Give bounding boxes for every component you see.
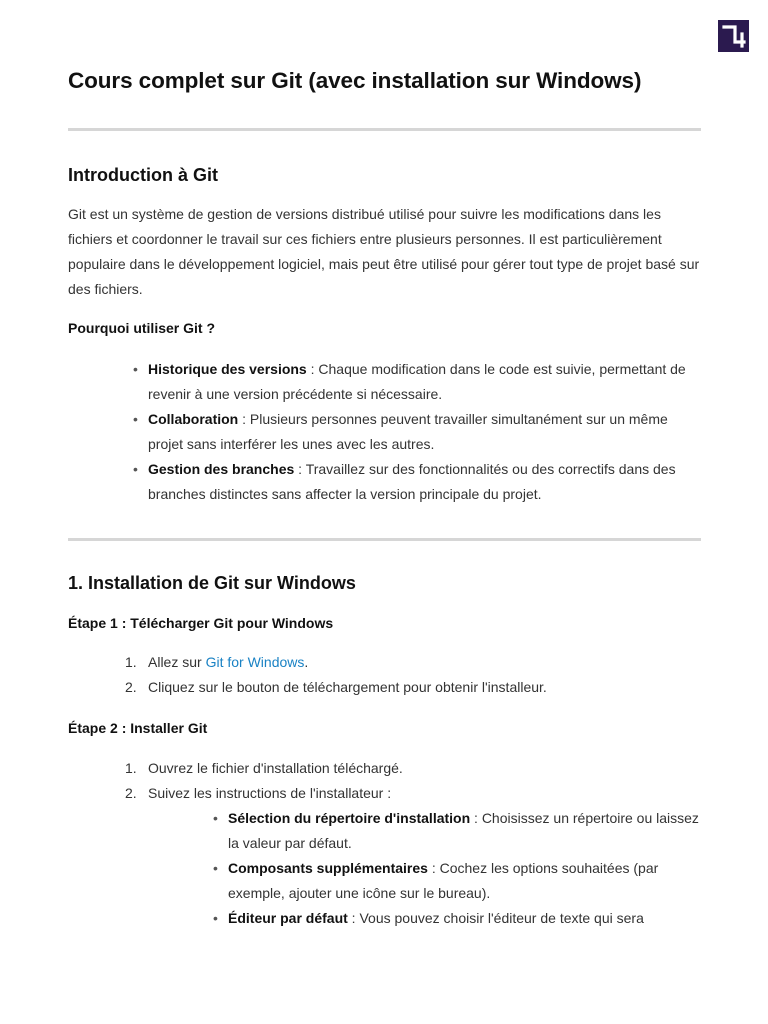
git-for-windows-link[interactable]: Git for Windows bbox=[205, 654, 305, 670]
list-item-term: Historique des versions bbox=[148, 361, 307, 377]
list-item-number: 2. bbox=[125, 679, 137, 695]
step1-heading: Étape 1 : Télécharger Git pour Windows bbox=[68, 615, 334, 631]
list-item-term: Collaboration bbox=[148, 411, 239, 427]
list-item-number: 1. bbox=[125, 654, 137, 670]
list-item bbox=[125, 650, 703, 675]
list-item-text: Cliquez sur le bouton de téléchargement pour obtenir l'installeur. bbox=[148, 679, 547, 695]
list-item-text: : Plusieurs personnes peuvent travailler simultanément sur un même projet sans interférer les unes avec les autres. bbox=[148, 411, 668, 452]
list-item bbox=[148, 357, 703, 407]
section-heading-installation: 1. Installation de Git sur Windows bbox=[68, 573, 356, 593]
list-item bbox=[148, 407, 703, 457]
page-title: Cours complet sur Git (avec installation sur Windows) bbox=[68, 68, 642, 93]
reasons-list bbox=[148, 357, 703, 507]
intro-paragraph: Git est un système de gestion de versions distribué utilisé pour suivre les modifications dans les fichiers et coordonner le travail sur ces fichiers entre plusieurs personnes. Il est particulièrement populaire dans le développement logiciel, mais peut être utilisé pour gérer tout type de projet basé sur des fichiers. bbox=[68, 206, 700, 297]
list-item bbox=[125, 756, 703, 781]
list-item-number: 2. bbox=[125, 785, 137, 801]
list-item-text: : Choisissez un répertoire ou laissez la valeur par défaut. bbox=[228, 810, 699, 851]
step2-list bbox=[125, 756, 703, 806]
list-item bbox=[228, 856, 703, 906]
step1-list bbox=[125, 650, 703, 700]
brand-logo-icon bbox=[718, 20, 749, 52]
list-item bbox=[125, 675, 703, 700]
list-item-text: : Chaque modification dans le code est suivie, permettant de revenir à une version précédente si nécessaire. bbox=[148, 361, 686, 402]
list-item-text: Ouvrez le fichier d'installation téléchargé. bbox=[148, 760, 403, 776]
section-heading-introduction: Introduction à Git bbox=[68, 165, 218, 185]
list-item bbox=[125, 781, 703, 806]
list-item bbox=[228, 806, 703, 856]
list-item-text: : Cochez les options souhaitées (par exemple, ajouter une icône sur le bureau). bbox=[228, 860, 659, 901]
list-item-text: : Travaillez sur des fonctionnalités ou des correctifs dans des branches distinctes sans affecter la version principale du projet. bbox=[148, 461, 676, 502]
list-item-term: Éditeur par défaut bbox=[228, 910, 348, 926]
step2-heading: Étape 2 : Installer Git bbox=[68, 720, 208, 736]
list-item-number: 1. bbox=[125, 760, 137, 776]
list-item-term: Sélection du répertoire d'installation bbox=[228, 810, 471, 826]
list-item-term: Composants supplémentaires bbox=[228, 860, 428, 876]
subheading-why-git: Pourquoi utiliser Git ? bbox=[68, 320, 215, 336]
list-item bbox=[148, 457, 703, 507]
list-item-text: : Vous pouvez choisir l'éditeur de texte qui sera bbox=[347, 910, 644, 926]
list-item-term: Gestion des branches bbox=[148, 461, 295, 477]
list-item-text: . bbox=[304, 654, 309, 670]
installer-options-list bbox=[228, 806, 703, 931]
divider bbox=[68, 128, 701, 131]
list-item bbox=[228, 906, 703, 931]
list-item-text: Allez sur bbox=[148, 654, 206, 670]
divider bbox=[68, 538, 701, 541]
list-item-text: Suivez les instructions de l'installateur : bbox=[148, 785, 392, 801]
